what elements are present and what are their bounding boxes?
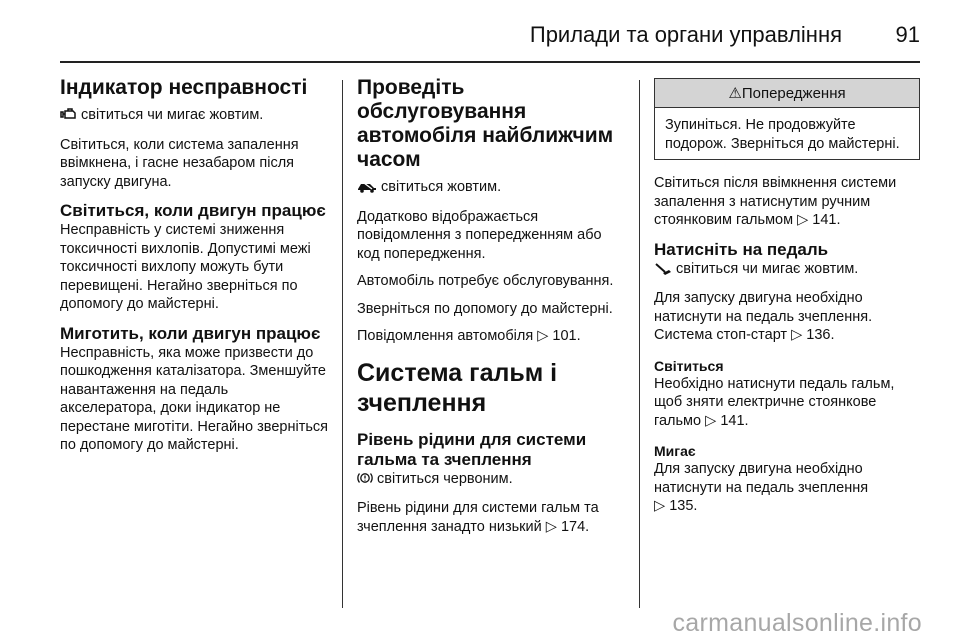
fluid-desc-ref[interactable]: 174. — [560, 518, 590, 535]
service-status-text: світиться жовтим. — [381, 179, 502, 195]
page-header — [60, 14, 920, 58]
fault-status — [60, 106, 328, 127]
after-warning-desc: Світиться після ввімкнення системи запалення з натиснутим ручним стоянковим гальмом — [654, 175, 897, 228]
column-2 — [357, 68, 625, 545]
column-1 — [60, 68, 328, 464]
flashes-ref[interactable]: 135. — [669, 498, 698, 514]
flashes-desc: Для запуску двигуна необхідно натиснути на педаль зчеплення — [654, 461, 869, 496]
page-reference-icon: ▷ — [537, 328, 549, 344]
service-status — [357, 178, 625, 199]
lit-text — [654, 375, 920, 431]
fault-description: Світиться, коли система запалення ввімкнена, і гасне незабаром після запуску двигуна. — [60, 136, 299, 190]
heading-fluid-level: Рівень рідини для системи гальма та зчеплення — [357, 429, 587, 469]
flash-running-text: Несправність, яка може призвести до пошкодження каталізатора. Зменшуйте навантаження на педаль акселератора, доки індикатор не перестане миготіти. Негайно зверніться по допомогу до майстерні. — [60, 344, 328, 453]
lit-ref[interactable]: 141. — [720, 412, 749, 429]
column-divider-1 — [342, 80, 343, 608]
pedal-status-text: світиться чи мигає жовтим. — [676, 260, 859, 277]
brake-warning-icon — [357, 471, 373, 491]
page-reference-icon: ▷ — [654, 498, 666, 514]
service-paragraph-1: Додатково відображається повідомлення з попередженням або код попередження. — [357, 208, 602, 262]
pedal-status — [654, 260, 920, 281]
heading-flashes: Мигає — [654, 443, 696, 459]
page-title: Прилади та органи управління — [529, 22, 842, 47]
warning-box — [654, 78, 920, 160]
fluid-status-text: світиться червоним. — [377, 470, 513, 487]
page-reference-icon: ▷ — [545, 518, 557, 535]
service-car-icon — [357, 180, 377, 199]
warning-header — [655, 79, 919, 108]
column-3 — [654, 68, 920, 525]
fluid-desc-text: Рівень рідини для системи гальм та зчеплення занадто низький — [357, 500, 599, 535]
fluid-status — [357, 470, 625, 491]
warning-body — [655, 108, 919, 159]
page-reference-icon: ▷ — [797, 212, 809, 228]
page-reference-icon: ▷ — [791, 327, 803, 343]
watermark: carmanualsonline.info — [672, 609, 922, 637]
lit-desc: Необхідно натиснути педаль гальм, щоб зняти електричне стоянкове гальмо — [654, 375, 895, 429]
heading-brake-clutch-system: Система гальм і зчеплення — [357, 358, 558, 417]
service-message-ref[interactable]: 101. — [552, 328, 581, 344]
service-paragraph-2: Автомобіль потребує обслуговування. — [357, 273, 614, 289]
after-warning-text — [654, 174, 920, 230]
heading-lit-running: Світиться, коли двигун працює — [60, 201, 326, 220]
after-warning-ref[interactable]: 141. — [812, 212, 841, 228]
pedal-desc-text: Для запуску двигуна необхідно натиснути на педаль зчеплення. Система стоп-старт — [654, 290, 873, 343]
service-paragraph-4 — [357, 327, 625, 346]
flashes-text — [654, 460, 920, 516]
heading-lit: Світиться — [654, 357, 724, 374]
column-divider-2 — [639, 80, 640, 608]
page-reference-icon: ▷ — [705, 412, 717, 429]
heading-flash-running: Миготить, коли двигун працює — [60, 323, 321, 343]
engine-icon — [60, 108, 77, 127]
warning-text: Зупиніться. Не продовжуйте подорож. Зверніться до майстерні. — [665, 117, 900, 152]
fault-status-text: світиться чи мигає жовтим. — [81, 107, 264, 123]
heading-press-pedal: Натисніть на педаль — [654, 239, 829, 259]
pedal-desc-ref[interactable]: 136. — [806, 327, 835, 343]
lit-running-text: Несправність у системі зниження токсичності вихлопів. Допустимі межі токсичності вихлопу можуть бути перевищені. Негайно зверніться по допомогу до майстерні. — [60, 222, 311, 312]
service-message-text: Повідомлення автомобіля — [357, 328, 534, 344]
heading-malfunction-indicator: Індикатор несправності — [60, 76, 308, 99]
pedal-icon — [654, 262, 672, 281]
warning-triangle-icon: ⚠ — [728, 85, 742, 102]
pedal-description — [654, 289, 920, 345]
fluid-description — [357, 499, 625, 536]
header-rule — [60, 61, 920, 63]
heading-service-vehicle: Проведіть обслуговування автомобіля найближчим часом — [357, 76, 614, 171]
page-number: 91 — [895, 22, 920, 47]
warning-title: Попередження — [741, 85, 846, 102]
service-paragraph-3: Зверніться по допомогу до майстерні. — [357, 300, 613, 317]
